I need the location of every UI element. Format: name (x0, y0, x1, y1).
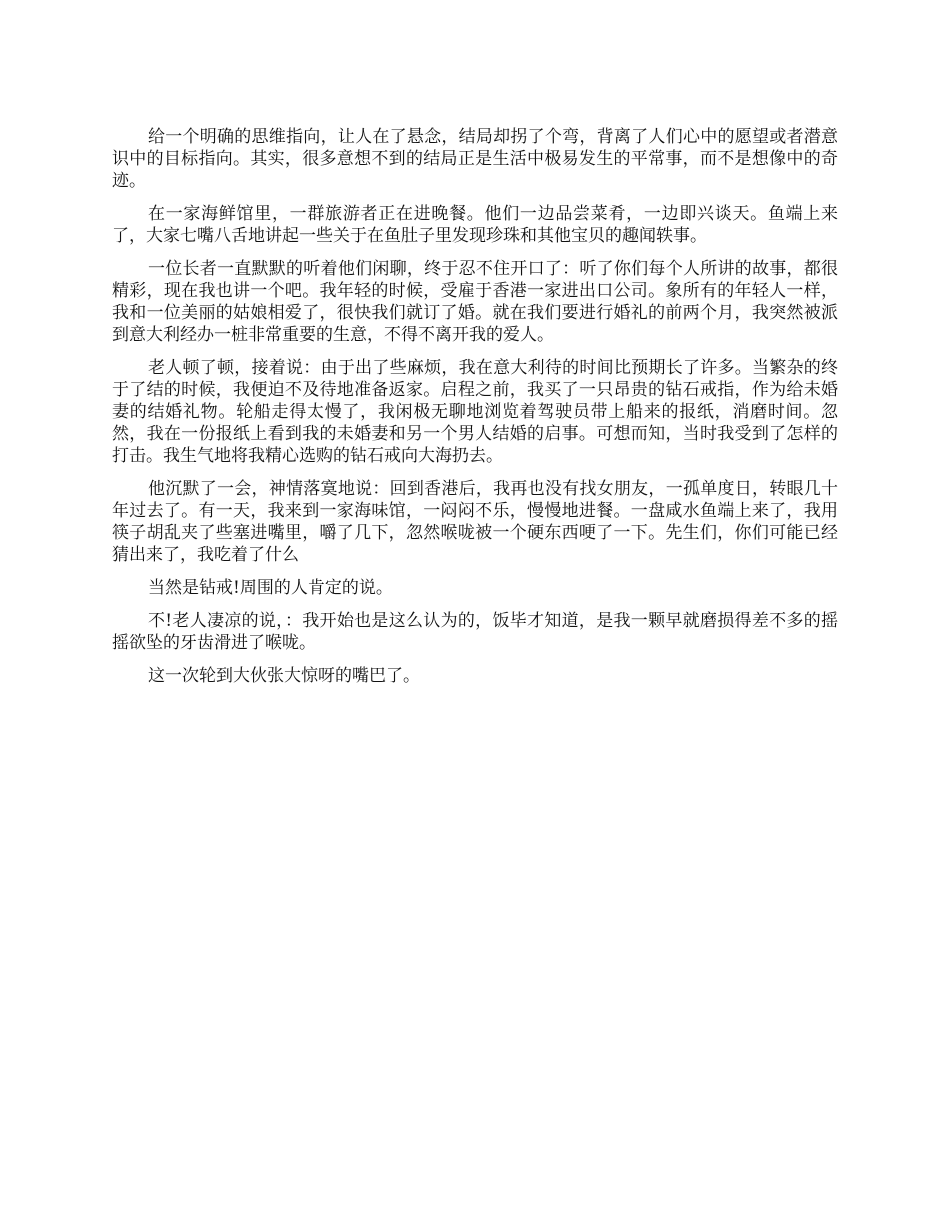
document-body (112, 126, 838, 698)
paragraph-6: 当然是钻戒!周围的人肯定的说。 (148, 578, 393, 598)
paragraph-2: 在一家海鲜馆里，一群旅游者正在进晚餐。他们一边品尝菜肴，一边即兴谈天。鱼端上来了，大家七嘴八舌地讲起一些关于在鱼肚子里发现珍珠和其他宝贝的趣闻轶事。 (112, 204, 838, 246)
paragraph-1: 给一个明确的思维指向，让人在了悬念，结局却拐了个弯，背离了人们心中的愿望或者潜意识中的目标指向。其实，很多意想不到的结局正是生活中极易发生的平常事，而不是想像中的奇迹。 (112, 127, 838, 191)
paragraph-3: 一位长者一直默默的听着他们闲聊，终于忍不住开口了：听了你们每个人所讲的故事，都很精彩，现在我也讲一个吧。我年轻的时候，受雇于香港一家进出口公司。象所有的年轻人一样，我和一位美丽的姑娘相爱了，很快我们就订了婚。就在我们要进行婚礼的前两个月，我突然被派到意大利经办一桩非常重要的生意，不得不离开我的爱人。 (112, 259, 838, 345)
paragraph-5: 他沉默了一会，神情落寞地说：回到香港后，我再也没有找女朋友，一孤单度日，转眼几十年过去了。有一天，我来到一家海味馆，一闷闷不乐，慢慢地进餐。一盘咸水鱼端上来了，我用筷子胡乱夹了些塞进嘴里，嚼了几下，忽然喉咙被一个硬东西哽了一下。先生们，你们可能已经猜出来了，我吃着了什么 (112, 479, 838, 565)
paragraph-4: 老人顿了顿，接着说：由于出了些麻烦，我在意大利待的时间比预期长了许多。当繁杂的终于了结的时候，我便迫不及待地准备返家。启程之前，我买了一只昂贵的钻石戒指，作为给未婚妻的结婚礼物。轮船走得太慢了，我闲极无聊地浏览着驾驶员带上船来的报纸，消磨时间。忽然，我在一份报纸上看到我的未婚妻和另一个男人结婚的启事。可想而知，当时我受到了怎样的打击。我生气地将我精心选购的钻石戒向大海扔去。 (112, 358, 838, 466)
paragraph-8: 这一次轮到大伙张大惊呀的嘴巴了。 (148, 666, 420, 686)
paragraph-7: 不!老人凄凉的说，：我开始也是这么认为的，饭毕才知道，是我一颗早就磨损得差不多的摇摇欲坠的牙齿滑进了喉咙。 (112, 611, 838, 653)
